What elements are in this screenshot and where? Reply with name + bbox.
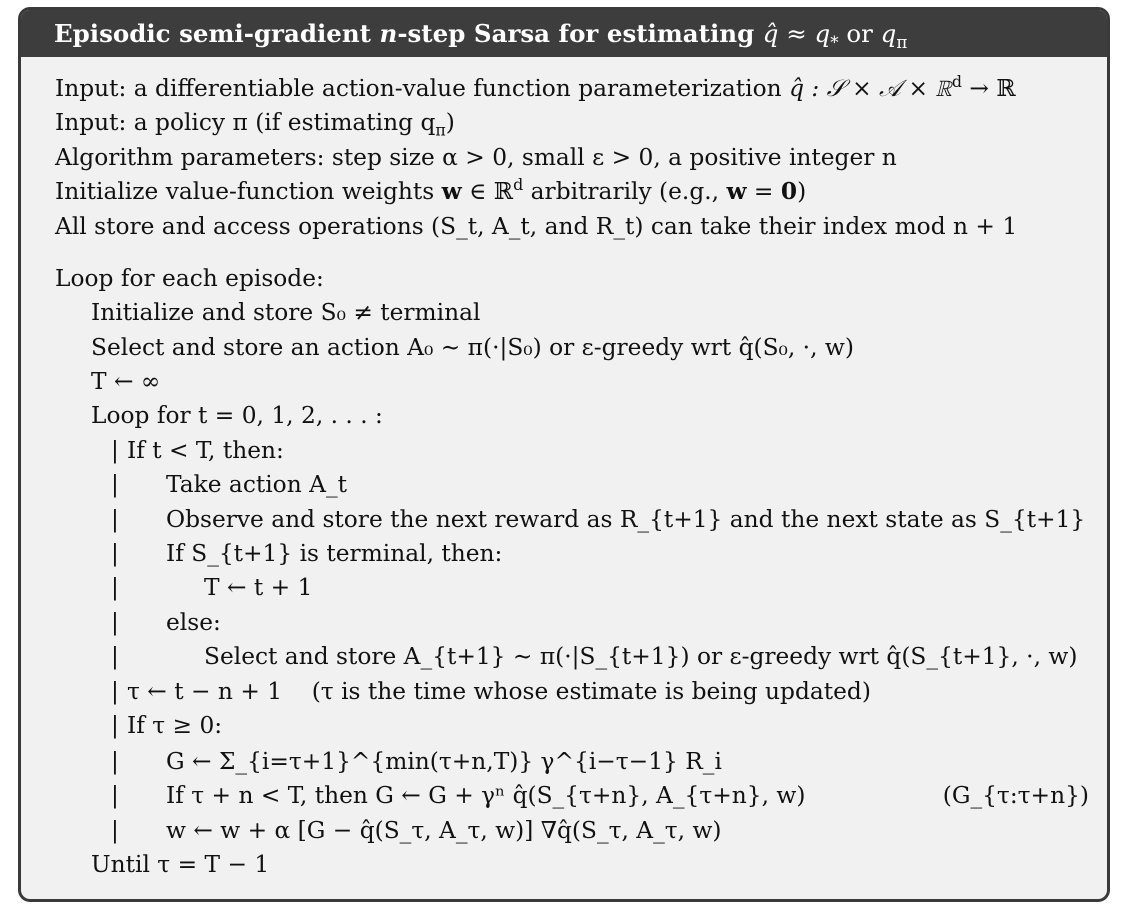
algorithm-header xyxy=(21,10,1107,57)
observe-line: Observe and store the next reward as R_{t+1} and the next state as S_{t+1} xyxy=(166,506,1086,533)
w-update-line: w ← w + α [G − q̂(S_τ, A_τ, w)] ∇q̂(S_τ, A_τ, w) xyxy=(166,817,722,844)
G-tag: (G_{τ:τ+n}) xyxy=(942,782,1089,809)
loop-episode-line: Loop for each episode: xyxy=(55,265,324,292)
until-line: Until τ = T − 1 xyxy=(91,851,270,878)
take-action-line: Take action A_t xyxy=(166,471,347,498)
algorithm-params-line: Algorithm parameters: step size α > 0, small ε > 0, a positive integer n xyxy=(55,144,897,171)
init-weights-line: Initialize value-function weights w ∈ ℝ$^d$ arbitrarily (e.g., w = 0) xyxy=(55,175,807,205)
loop-bar: | xyxy=(111,609,119,636)
G-bootstrap-line: If τ + n < T, then G ← G + γⁿ q̂(S_{τ+n}, A_{τ+n}, w) xyxy=(166,782,806,809)
loop-bar: | xyxy=(111,817,119,844)
loop-bar: | xyxy=(111,748,119,775)
tau-assign-line: τ ← t − n + 1 (τ is the time whose estimate is being updated) xyxy=(127,678,871,705)
t-infinity-line: T ← ∞ xyxy=(91,368,161,395)
loop-bar: | xyxy=(111,643,119,670)
loop-bar: | xyxy=(111,506,119,533)
loop-t-line: Loop for t = 0, 1, 2, . . . : xyxy=(91,402,383,429)
loop-bar: | xyxy=(111,712,119,739)
store-access-line: All store and access operations (S_t, A_t, and R_t) can take their index mod n + 1 xyxy=(55,213,1018,240)
if-terminal-line: If S_{t+1} is terminal, then: xyxy=(166,540,503,567)
loop-bar: | xyxy=(111,574,119,601)
input-function-line: Input: a differentiable action-value function parameterization q̂ : 𝒮 × 𝒜 × ℝ$^d$ → ℝ xyxy=(55,72,1016,102)
select-store-line: Select and store an action A₀ ∼ π(·|S₀) or ε-greedy wrt q̂(S₀, ·, w) xyxy=(91,334,854,361)
input-policy-line: Input: a policy π (if estimating $q_\pi$) xyxy=(55,109,455,140)
if-t-lt-T-line: If t < T, then: xyxy=(127,437,284,464)
G-sum-line: G ← Σ_{i=τ+1}^{min(τ+n,T)} γ^{i−τ−1} R_i xyxy=(166,748,722,775)
loop-bar: | xyxy=(111,678,119,705)
else-line: else: xyxy=(166,609,221,636)
algorithm-box xyxy=(18,7,1110,902)
loop-bar: | xyxy=(111,540,119,567)
T-assign-line: T ← t + 1 xyxy=(204,574,313,601)
if-tau-line: If τ ≥ 0: xyxy=(127,712,223,739)
init-store-line: Initialize and store S₀ ≠ terminal xyxy=(91,299,481,326)
loop-bar: | xyxy=(111,437,119,464)
loop-bar: | xyxy=(111,782,119,809)
loop-bar: | xyxy=(111,471,119,498)
header-title: Episodic semi-gradient n-step Sarsa for estimating q̂ ≈ $q_*$ or $q_\pi$ xyxy=(54,19,908,52)
select-next-line: Select and store A_{t+1} ∼ π(·|S_{t+1}) or ε-greedy wrt q̂(S_{t+1}, ·, w) xyxy=(204,643,1078,670)
